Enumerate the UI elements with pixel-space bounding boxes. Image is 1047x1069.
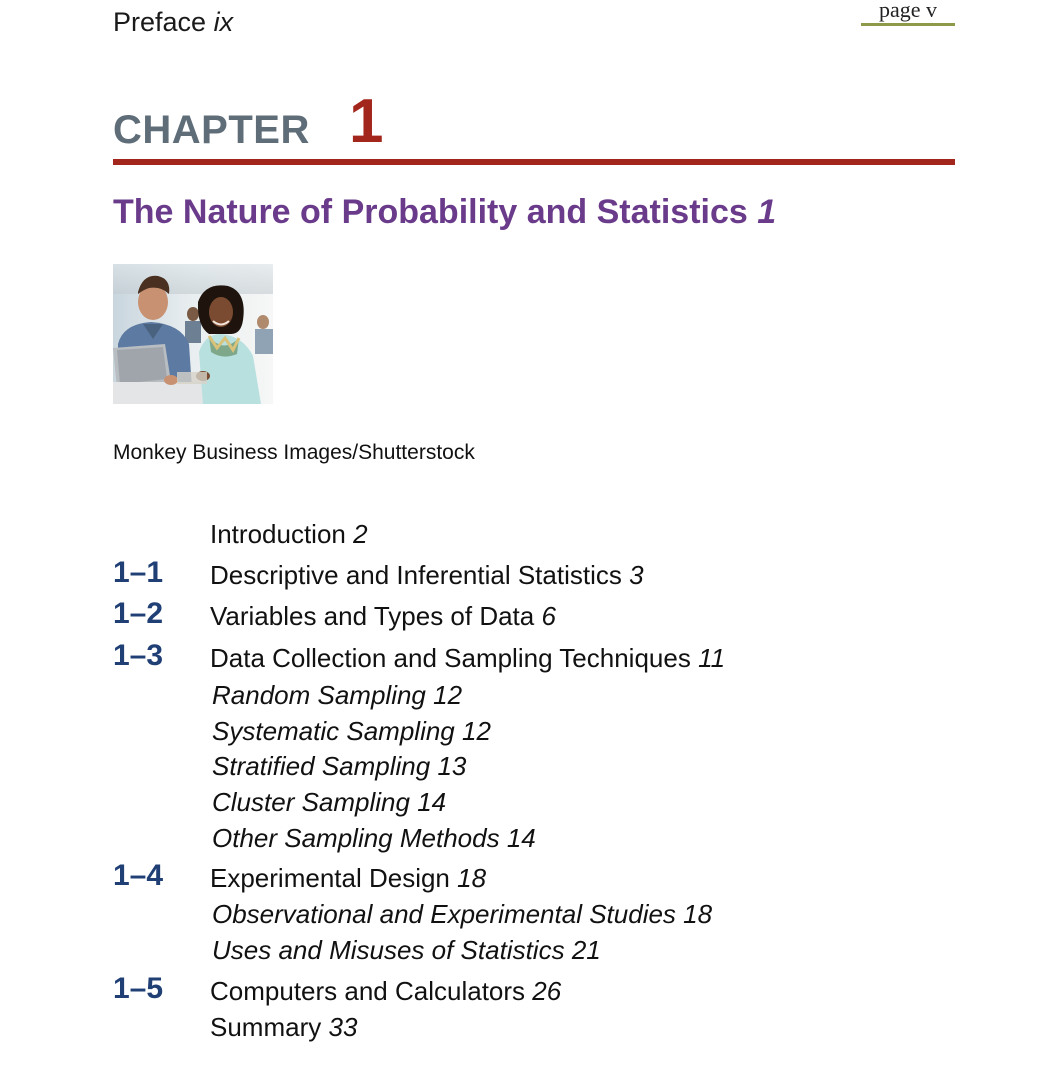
toc-subsection-page: 18 — [683, 899, 713, 929]
toc-entry-title: Descriptive and Inferential Statistics — [210, 560, 622, 590]
section-number-1-1: 1–1 — [113, 556, 164, 589]
chapter-title-text: The Nature of Probability and Statistics — [113, 193, 748, 231]
toc-section-1-4[interactable] — [210, 863, 486, 894]
toc-subsection-title: Other Sampling Methods — [212, 823, 500, 853]
toc-entry-page: 26 — [532, 976, 562, 1006]
toc-entry-title: Experimental Design — [210, 863, 450, 893]
toc-entry-page: 11 — [698, 643, 726, 673]
toc-subsection-title: Cluster Sampling — [212, 787, 410, 817]
toc-section-1-1[interactable] — [210, 560, 644, 591]
toc-subsection-title: Random Sampling — [212, 680, 426, 710]
section-number-1-2: 1–2 — [113, 597, 164, 630]
toc-entry-title: Summary — [210, 1012, 322, 1042]
toc-subsection-title: Observational and Experimental Studies — [212, 899, 676, 929]
chapter-label: CHAPTER — [113, 108, 310, 152]
toc-subsection-title: Systematic Sampling — [212, 716, 455, 746]
toc-subsection[interactable] — [212, 787, 446, 818]
section-number-1-4: 1–4 — [113, 859, 164, 892]
toc-subsection-page: 12 — [462, 716, 491, 746]
toc-entry-page: 2 — [353, 519, 368, 549]
toc-subsection[interactable] — [212, 680, 462, 711]
toc-entry-title: Computers and Calculators — [210, 976, 526, 1006]
toc-section-1-5[interactable] — [210, 976, 561, 1007]
toc-subsection[interactable] — [212, 823, 536, 854]
toc-entry-title: Variables and Types of Data — [210, 601, 535, 631]
toc-subsection-page: 14 — [417, 787, 447, 817]
toc-entry-page: 18 — [457, 863, 487, 893]
section-number-1-5: 1–5 — [113, 972, 164, 1005]
toc-subsection-page: 21 — [571, 935, 601, 965]
toc-subsection-title: Stratified Sampling — [212, 751, 431, 781]
preface-label: Preface — [113, 7, 207, 37]
toc-entry-page: 3 — [629, 560, 644, 590]
section-number-1-3: 1–3 — [113, 639, 164, 672]
toc-section-1-2[interactable] — [210, 601, 556, 632]
students-photo-illustration — [113, 264, 273, 404]
photo-credit: Monkey Business Images/Shutterstock — [113, 441, 475, 464]
toc-entry-title: Introduction — [210, 519, 346, 549]
toc-entry-page: 6 — [541, 601, 556, 631]
toc-subsection[interactable] — [212, 716, 491, 747]
toc-subsection[interactable] — [212, 899, 712, 930]
preface-page: ix — [213, 7, 234, 37]
toc-subsection-title: Uses and Misuses of Statistics — [212, 935, 565, 965]
toc-subsection[interactable] — [212, 751, 466, 782]
page-marker: page v — [861, 0, 955, 26]
toc-introduction[interactable] — [210, 519, 368, 550]
toc-entry-page: 33 — [328, 1012, 358, 1042]
chapter-divider — [113, 159, 955, 165]
chapter-title[interactable] — [113, 193, 776, 232]
chapter-title-page: 1 — [757, 193, 777, 231]
preface-link[interactable] — [113, 7, 233, 38]
toc-summary[interactable] — [210, 1012, 357, 1043]
chapter-number: 1 — [349, 87, 384, 156]
toc-subsection-page: 14 — [506, 823, 536, 853]
toc-subsection-page: 12 — [433, 680, 463, 710]
toc-subsection[interactable] — [212, 935, 601, 966]
toc-entry-title: Data Collection and Sampling Techniques — [210, 643, 691, 673]
toc-section-1-3[interactable] — [210, 643, 725, 674]
chapter-photo — [113, 264, 273, 404]
toc-subsection-page: 13 — [437, 751, 467, 781]
